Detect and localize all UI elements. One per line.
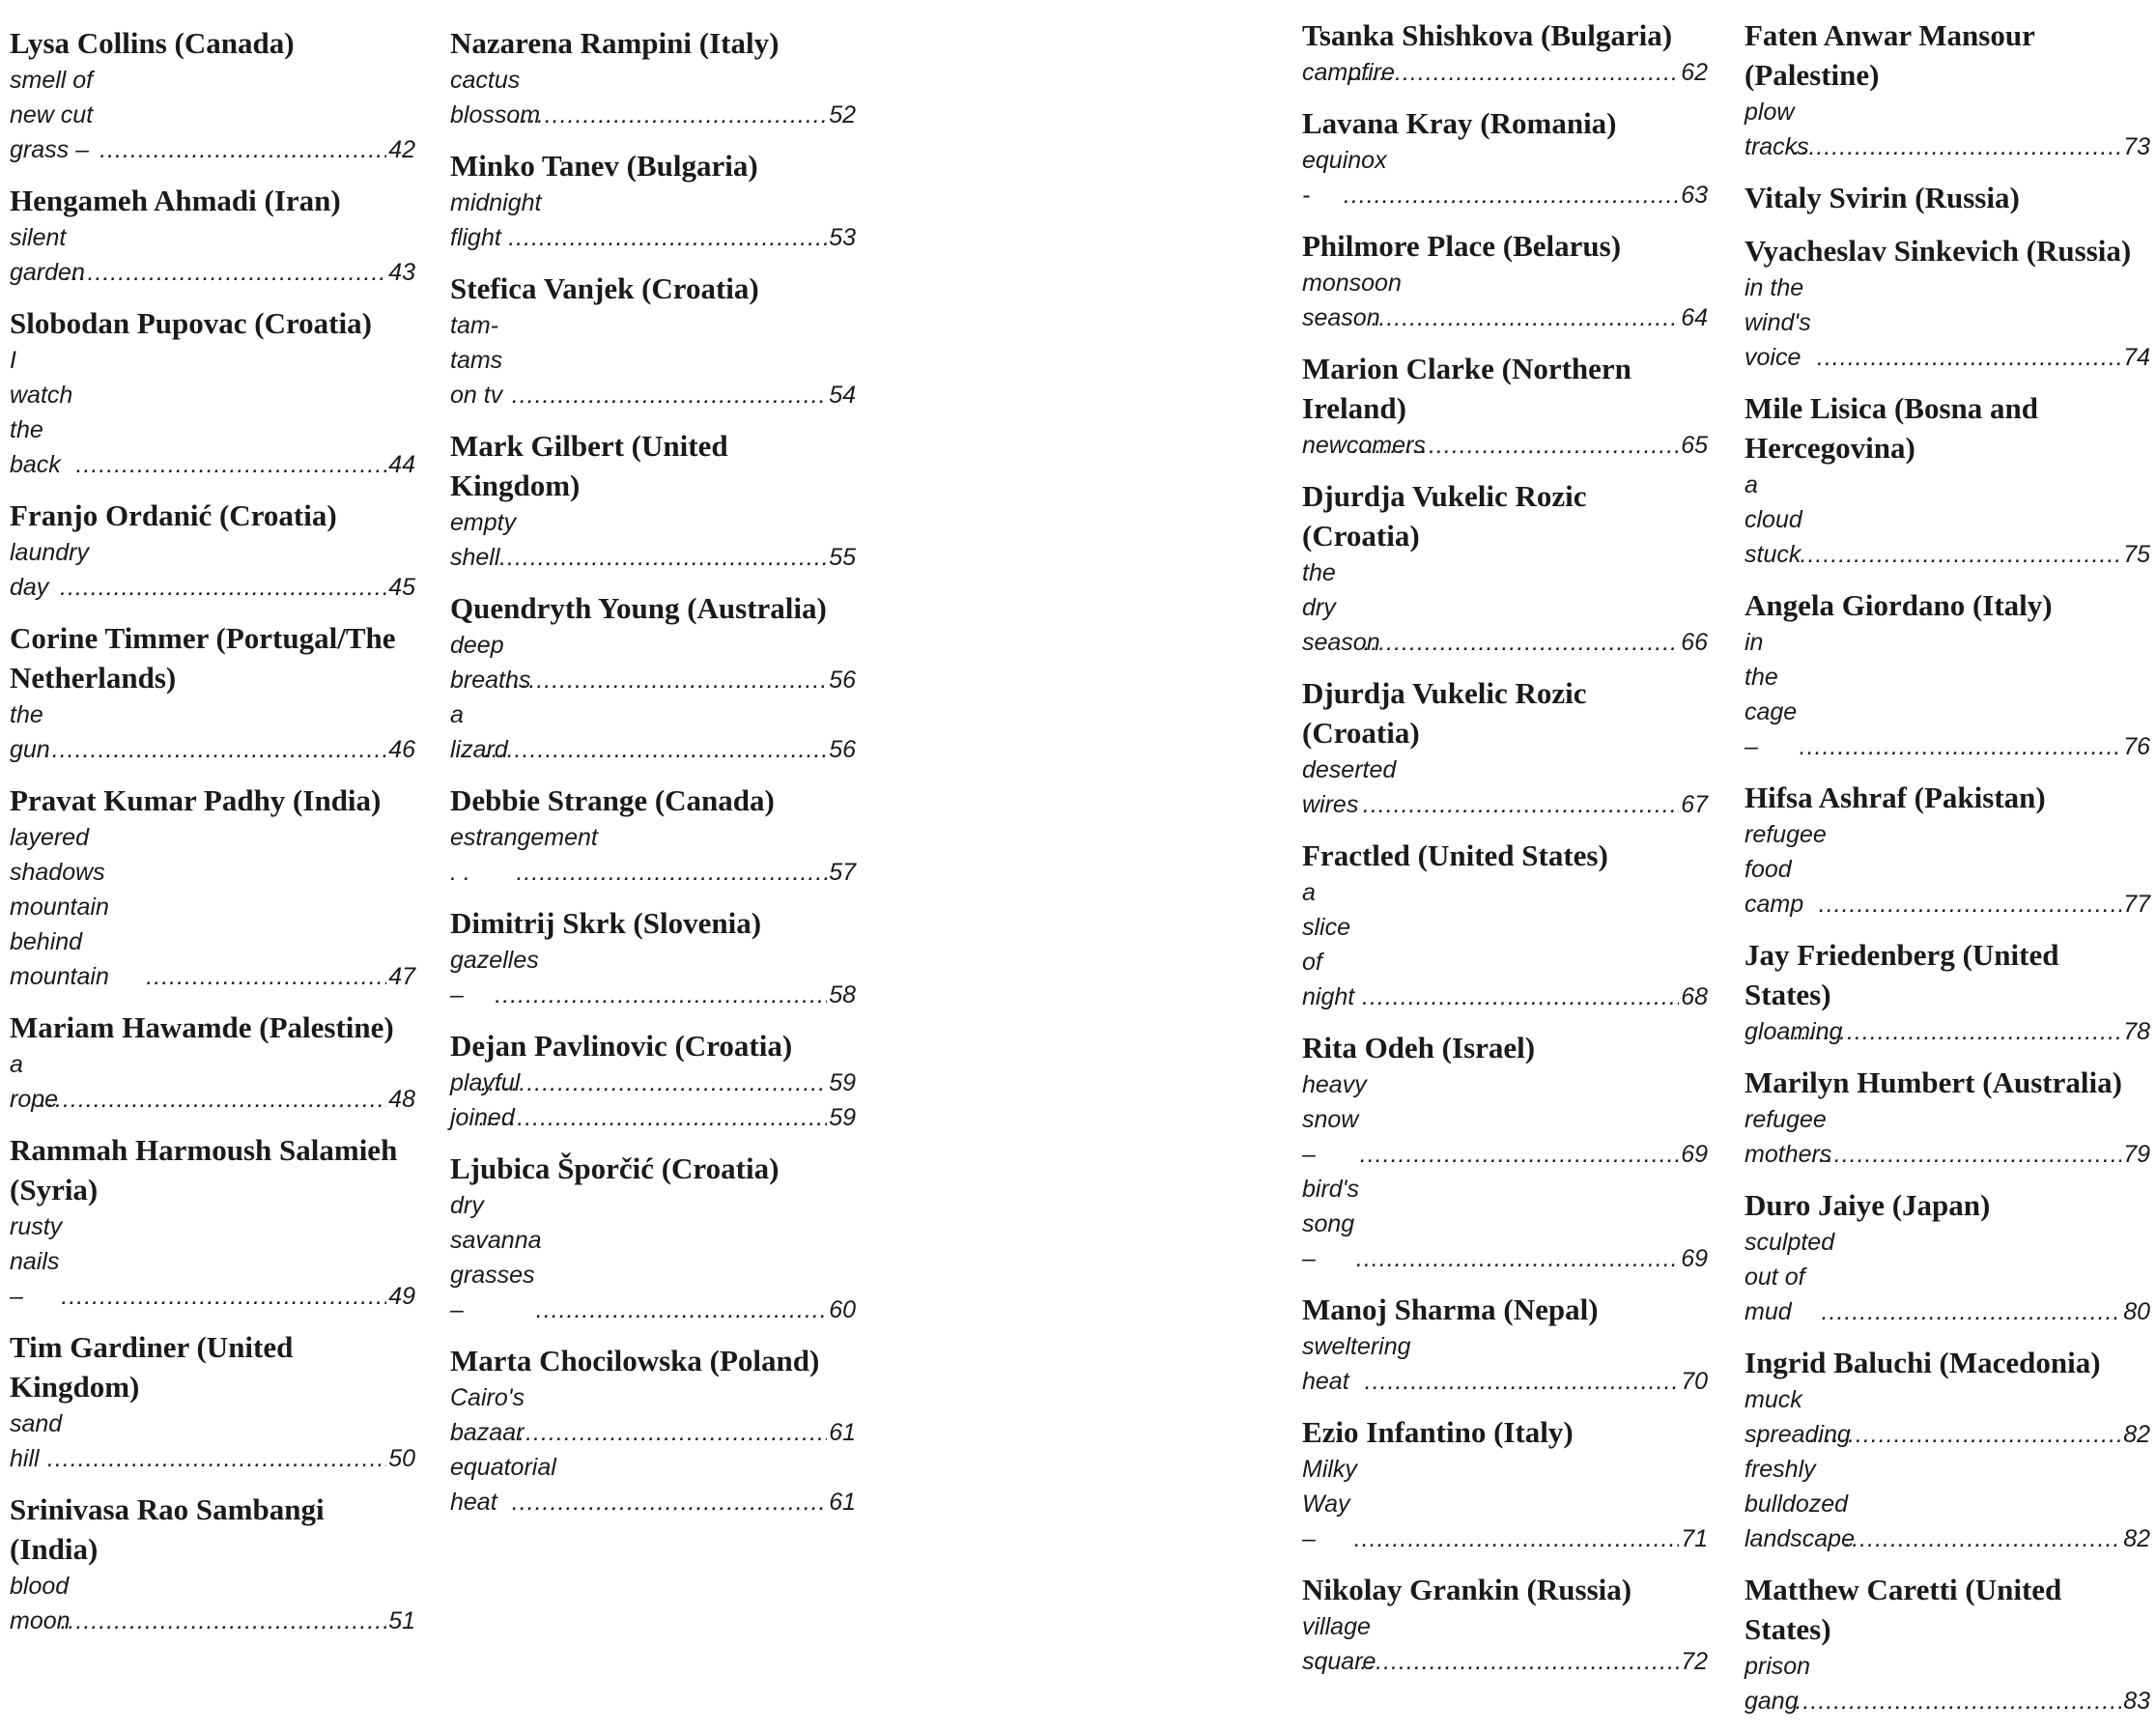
author-entry xyxy=(450,1341,856,1519)
poem-title: blood moon xyxy=(10,1573,71,1634)
author-name: Ljubica Šporčić (Croatia) xyxy=(450,1151,780,1185)
author-entry xyxy=(450,781,856,890)
poem-entry xyxy=(1302,428,1708,463)
dot-leader xyxy=(506,663,828,697)
poem-title: smell of new cut grass – xyxy=(10,67,94,163)
dot-leader xyxy=(512,378,827,412)
dot-leader xyxy=(1801,537,2122,572)
dot-leader xyxy=(1360,1137,1679,1172)
author-name: Tim Gardiner (United Kingdom) xyxy=(10,1330,294,1404)
poem-entry xyxy=(1745,1014,2150,1049)
poem-entry xyxy=(450,505,856,575)
poem-entry xyxy=(450,628,856,697)
author-entry xyxy=(10,618,415,767)
author-entry xyxy=(450,903,856,1012)
poem-title: estrangement . . xyxy=(450,824,598,886)
poem-title: refugee mothers xyxy=(1745,1106,1832,1168)
author-name: Lavana Kray (Romania) xyxy=(1302,106,1617,140)
poem-title: the gun xyxy=(10,701,50,763)
author-entry xyxy=(10,1130,415,1314)
author-name: Mariam Hawamde (Palestine) xyxy=(10,1010,394,1044)
dot-leader xyxy=(61,1279,386,1314)
author-entry xyxy=(450,1149,856,1327)
author-entry xyxy=(450,23,856,132)
poem-entry xyxy=(450,63,856,132)
author-entry xyxy=(450,588,856,767)
poem-title: prison gang xyxy=(1745,1653,1811,1715)
dot-leader xyxy=(1362,980,1679,1014)
dot-leader xyxy=(495,978,827,1012)
dot-leader xyxy=(1360,1644,1679,1679)
author-entry xyxy=(10,23,415,167)
dot-leader xyxy=(1795,1684,2121,1718)
poem-entry xyxy=(1745,468,2150,572)
author-entry xyxy=(10,1008,415,1117)
poem-title: heavy snow – xyxy=(1302,1071,1367,1168)
poem-entry xyxy=(1745,1452,2150,1556)
page-number: 64 xyxy=(1681,304,1708,331)
page-number: 48 xyxy=(388,1086,415,1113)
page-number: 42 xyxy=(388,136,415,163)
poem-entry xyxy=(1302,266,1708,335)
poem-title: sculpted out of mud xyxy=(1745,1229,1835,1325)
author-entry xyxy=(10,1490,415,1638)
page-number: 71 xyxy=(1681,1525,1708,1552)
author-name: Quendryth Young (Australia) xyxy=(450,591,827,625)
poem-entry xyxy=(10,1406,415,1476)
page-number: 51 xyxy=(388,1607,415,1634)
page-number: 73 xyxy=(2123,133,2150,160)
page-number: 46 xyxy=(388,736,415,763)
author-entry xyxy=(450,269,856,412)
poem-title: a slice of night xyxy=(1302,879,1355,1010)
page-number: 49 xyxy=(388,1283,415,1310)
author-name: Nikolay Grankin (Russia) xyxy=(1302,1573,1632,1606)
poem-entry xyxy=(10,697,415,767)
poem-title: campfire xyxy=(1302,59,1395,86)
dot-leader xyxy=(1341,55,1679,90)
author-entry xyxy=(1745,1185,2150,1329)
page-number: 57 xyxy=(829,859,856,886)
dot-leader xyxy=(65,255,387,290)
page-number: 80 xyxy=(2123,1298,2150,1325)
poem-entry xyxy=(450,697,856,767)
author-name: Marilyn Humbert (Australia) xyxy=(1745,1065,2122,1099)
author-entry xyxy=(1745,778,2150,922)
author-name: Rita Odeh (Israel) xyxy=(1302,1031,1536,1065)
page-number: 56 xyxy=(829,667,856,694)
author-name: Lysa Collins (Canada) xyxy=(10,26,295,60)
contents-column-3 xyxy=(1302,15,1708,1692)
dot-leader xyxy=(40,1082,386,1117)
page-number: 45 xyxy=(388,574,415,601)
dot-leader xyxy=(1844,1521,2121,1556)
author-name: Marta Chocilowska (Poland) xyxy=(450,1344,820,1377)
page-number: 63 xyxy=(1681,182,1708,209)
poem-title: a cloud stuck xyxy=(1745,471,1802,568)
dot-leader xyxy=(479,1100,828,1135)
author-name: Franjo Ordanić (Croatia) xyxy=(10,498,337,532)
author-name: Slobodan Pupovac (Croatia) xyxy=(10,306,372,340)
author-name: Stefica Vanjek (Croatia) xyxy=(450,271,759,305)
page-number: 55 xyxy=(829,544,856,571)
author-entry xyxy=(10,496,415,605)
page-number: 74 xyxy=(2123,344,2150,371)
author-entry xyxy=(1745,1063,2150,1172)
author-entry xyxy=(1745,1570,2150,1718)
poem-entry xyxy=(1302,875,1708,1014)
author-entry xyxy=(10,181,415,290)
page-number: 59 xyxy=(829,1104,856,1131)
poem-entry xyxy=(450,1380,856,1450)
page-number: 70 xyxy=(1681,1368,1708,1395)
dot-leader xyxy=(1794,129,2122,164)
poem-entry xyxy=(10,1047,415,1117)
author-name: Rammah Harmoush Salamieh (Syria) xyxy=(10,1133,398,1207)
dot-leader xyxy=(1811,1137,2121,1172)
poem-entry xyxy=(450,1188,856,1327)
author-entry xyxy=(1302,476,1708,660)
poem-title: sand hill xyxy=(10,1410,63,1472)
poem-entry xyxy=(1302,55,1708,90)
dot-leader xyxy=(1800,729,2122,764)
author-entry xyxy=(1302,349,1708,463)
page-number: 76 xyxy=(2123,733,2150,760)
page-number: 69 xyxy=(1681,1141,1708,1168)
author-name: Mile Lisica (Bosna and Hercegovina) xyxy=(1745,391,2039,465)
author-name: Djurdja Vukelic Rozic (Croatia) xyxy=(1302,676,1587,750)
poem-title: the dry season xyxy=(1302,559,1380,656)
poem-entry xyxy=(1302,143,1708,213)
poem-title: deserted wires xyxy=(1302,756,1397,818)
author-entry xyxy=(1302,1570,1708,1679)
poem-entry xyxy=(450,1065,856,1100)
author-name: Vyacheslav Sinkevich (Russia) xyxy=(1745,234,2132,268)
author-entry xyxy=(1745,935,2150,1049)
page-number: 58 xyxy=(829,981,856,1008)
dot-leader xyxy=(1363,787,1679,822)
dot-leader xyxy=(1822,1294,2122,1329)
author-name: Hengameh Ahmadi (Iran) xyxy=(10,184,341,217)
poem-entry xyxy=(450,943,856,1012)
page-number: 67 xyxy=(1681,791,1708,818)
poem-entry xyxy=(1745,1382,2150,1452)
poem-title: bird's song – xyxy=(1302,1176,1359,1272)
author-entry xyxy=(1302,15,1708,90)
poem-entry xyxy=(1302,1329,1708,1399)
page-number: 54 xyxy=(829,382,856,409)
poem-entry xyxy=(1302,1609,1708,1679)
poem-entry xyxy=(1745,95,2150,164)
page-number: 83 xyxy=(2123,1688,2150,1715)
poem-title: empty shell xyxy=(450,509,517,571)
page-number: 65 xyxy=(1681,432,1708,459)
author-name: Pravat Kumar Padhy (India) xyxy=(10,783,382,817)
dot-leader xyxy=(1785,1014,2121,1049)
author-name: Srinivasa Rao Sambangi (India) xyxy=(10,1492,325,1566)
page-number: 53 xyxy=(829,224,856,251)
author-name: Manoj Sharma (Nepal) xyxy=(1302,1292,1599,1326)
dot-leader xyxy=(499,540,827,575)
author-name: Fractled (United States) xyxy=(1302,838,1608,872)
author-name: Philmore Place (Belarus) xyxy=(1302,229,1622,263)
dot-leader xyxy=(1344,178,1679,213)
dot-leader xyxy=(1363,625,1679,660)
author-entry xyxy=(1745,178,2150,217)
poem-title: gloaming xyxy=(1745,1018,1843,1045)
dot-leader xyxy=(1819,887,2121,922)
poem-title: monsoon season xyxy=(1302,270,1402,331)
dot-leader xyxy=(60,570,386,605)
author-name: Ezio Infantino (Italy) xyxy=(1302,1415,1574,1449)
author-name: Mark Gilbert (United Kingdom) xyxy=(450,429,728,502)
dot-leader xyxy=(508,220,827,255)
poem-title: equinox - xyxy=(1302,147,1387,209)
page-number: 61 xyxy=(829,1489,856,1516)
author-entry xyxy=(1302,673,1708,822)
author-entry xyxy=(1302,1290,1708,1399)
poem-entry xyxy=(10,343,415,482)
dot-leader xyxy=(1365,1364,1680,1399)
page-number: 47 xyxy=(388,963,415,990)
page-number: 56 xyxy=(829,736,856,763)
page-number: 75 xyxy=(2123,541,2150,568)
author-entry xyxy=(10,303,415,482)
poem-title: midnight flight xyxy=(450,189,542,251)
contents-column-1 xyxy=(10,23,415,1652)
poem-entry xyxy=(450,1450,856,1519)
author-name: Minko Tanev (Bulgaria) xyxy=(450,149,758,183)
dot-leader xyxy=(484,732,827,767)
poem-entry xyxy=(1745,817,2150,922)
contents-column-4 xyxy=(1745,15,2150,1732)
dot-leader xyxy=(510,1415,827,1450)
page-number: 52 xyxy=(829,101,856,128)
dot-leader xyxy=(75,447,386,482)
poem-title: tam-tams on tv xyxy=(450,312,503,409)
poem-entry xyxy=(1745,270,2150,375)
dot-leader xyxy=(514,98,827,132)
poem-title: dry savanna grasses – xyxy=(450,1192,542,1323)
dot-leader xyxy=(1809,1417,2121,1452)
dot-leader xyxy=(99,132,386,167)
page-number: 82 xyxy=(2123,1525,2150,1552)
author-name: Djurdja Vukelic Rozic (Croatia) xyxy=(1302,479,1587,553)
author-entry xyxy=(1302,836,1708,1014)
poem-title: in the wind's voice xyxy=(1745,274,1811,371)
author-name: Vitaly Svirin (Russia) xyxy=(1745,181,2020,214)
poem-entry xyxy=(10,1569,415,1638)
poem-entry xyxy=(1745,1102,2150,1172)
poem-title: freshly bulldozed landscape xyxy=(1745,1456,1855,1552)
author-name: Nazarena Rampini (Italy) xyxy=(450,26,780,60)
poem-entry xyxy=(1302,752,1708,822)
author-name: Duro Jaiye (Japan) xyxy=(1745,1188,1991,1222)
author-name: Tsanka Shishkova (Bulgaria) xyxy=(1302,18,1673,52)
author-entry xyxy=(450,426,856,575)
dot-leader xyxy=(1354,1521,1679,1556)
poem-entry xyxy=(450,1100,856,1135)
page-number: 68 xyxy=(1681,983,1708,1010)
dot-leader xyxy=(44,732,386,767)
author-entry xyxy=(10,1327,415,1476)
dot-leader xyxy=(512,1485,827,1519)
poem-title: muck spreading xyxy=(1745,1386,1851,1448)
poem-title: equatorial heat xyxy=(450,1454,556,1516)
poem-title: a rope xyxy=(10,1051,59,1113)
author-entry xyxy=(1745,231,2150,375)
poem-title: deep breaths xyxy=(450,632,531,694)
poem-entry xyxy=(1302,555,1708,660)
page-number: 79 xyxy=(2123,1141,2150,1168)
poem-entry xyxy=(1302,1172,1708,1276)
author-name: Corine Timmer (Portugal/The Netherlands) xyxy=(10,621,396,695)
dot-leader xyxy=(47,1441,386,1476)
author-name: Matthew Caretti (United States) xyxy=(1745,1573,2062,1646)
poem-entry xyxy=(450,185,856,255)
dot-leader xyxy=(1356,1241,1679,1276)
poem-title: village square xyxy=(1302,1613,1376,1675)
author-name: Angela Giordano (Italy) xyxy=(1745,588,2053,622)
author-name: Hifsa Ashraf (Pakistan) xyxy=(1745,781,2046,814)
poem-title: playful xyxy=(450,1069,521,1096)
dot-leader xyxy=(1817,340,2121,375)
contents-column-2 xyxy=(450,23,856,1533)
poem-title: Cairo's bazaar xyxy=(450,1384,525,1446)
author-entry xyxy=(1302,1028,1708,1276)
poem-title: Milky Way – xyxy=(1302,1456,1357,1552)
poem-entry xyxy=(1302,1452,1708,1556)
poem-entry xyxy=(10,535,415,605)
author-name: Marion Clarke (Northern Ireland) xyxy=(1302,352,1631,425)
dot-leader xyxy=(536,1292,827,1327)
author-entry xyxy=(1302,103,1708,213)
poem-entry xyxy=(450,820,856,890)
page-number: 77 xyxy=(2123,891,2150,918)
poem-entry xyxy=(10,1209,415,1314)
poem-title: I watch the back xyxy=(10,347,73,478)
page-number: 43 xyxy=(388,259,415,286)
author-entry xyxy=(1745,15,2150,164)
page-number: 50 xyxy=(388,1445,415,1472)
author-entry xyxy=(450,1026,856,1135)
poem-title: gazelles – xyxy=(450,947,539,1008)
page-number: 72 xyxy=(1681,1648,1708,1675)
poem-title: refugee food camp xyxy=(1745,821,1827,918)
page-number: 44 xyxy=(388,451,415,478)
dot-leader xyxy=(146,959,386,994)
poem-entry xyxy=(10,820,415,994)
author-entry xyxy=(450,146,856,255)
page-number: 82 xyxy=(2123,1421,2150,1448)
poem-title: laundry day xyxy=(10,539,89,601)
poem-title: sweltering heat xyxy=(1302,1333,1411,1395)
author-name: Jay Friedenberg (United States) xyxy=(1745,938,2059,1011)
dot-leader xyxy=(481,1065,828,1100)
author-name: Debbie Strange (Canada) xyxy=(450,783,775,817)
author-entry xyxy=(1302,226,1708,335)
poem-title: plow tracks xyxy=(1745,99,1809,160)
author-entry xyxy=(1745,1343,2150,1556)
poem-title: joined xyxy=(450,1104,515,1131)
page-number: 61 xyxy=(829,1419,856,1446)
poem-entry xyxy=(450,308,856,412)
poem-title: silent garden xyxy=(10,224,85,286)
author-entry xyxy=(1745,388,2150,572)
dot-leader xyxy=(516,855,827,890)
poem-entry xyxy=(10,63,415,167)
author-entry xyxy=(1302,1412,1708,1556)
page-number: 78 xyxy=(2123,1018,2150,1045)
poem-title: cactus blossom xyxy=(450,67,541,128)
poem-title: in the cage – xyxy=(1745,629,1798,760)
poem-title: rusty nails – xyxy=(10,1213,63,1310)
page-number: 60 xyxy=(829,1296,856,1323)
poem-entry xyxy=(10,220,415,290)
author-entry xyxy=(10,781,415,994)
author-name: Dejan Pavlinovic (Croatia) xyxy=(450,1029,793,1063)
poem-title: newcomers xyxy=(1302,432,1426,459)
poem-entry xyxy=(1302,1067,1708,1172)
page-number: 59 xyxy=(829,1069,856,1096)
poem-entry xyxy=(1745,1649,2150,1718)
dot-leader xyxy=(60,1604,386,1638)
author-name: Dimitrij Skrk (Slovenia) xyxy=(450,906,762,940)
page-number: 62 xyxy=(1681,59,1708,86)
page-number: 66 xyxy=(1681,629,1708,656)
author-name: Faten Anwar Mansour (Palestine) xyxy=(1745,18,2035,92)
poem-entry xyxy=(1745,625,2150,764)
author-entry xyxy=(1745,585,2150,764)
page-number: 69 xyxy=(1681,1245,1708,1272)
author-name: Ingrid Baluchi (Macedonia) xyxy=(1745,1346,2101,1379)
poem-entry xyxy=(1745,1225,2150,1329)
poem-title: layered shadows mountain behind mountain xyxy=(10,824,109,990)
poem-title: a lizard xyxy=(450,701,508,763)
dot-leader xyxy=(1371,300,1679,335)
dot-leader xyxy=(1352,428,1680,463)
